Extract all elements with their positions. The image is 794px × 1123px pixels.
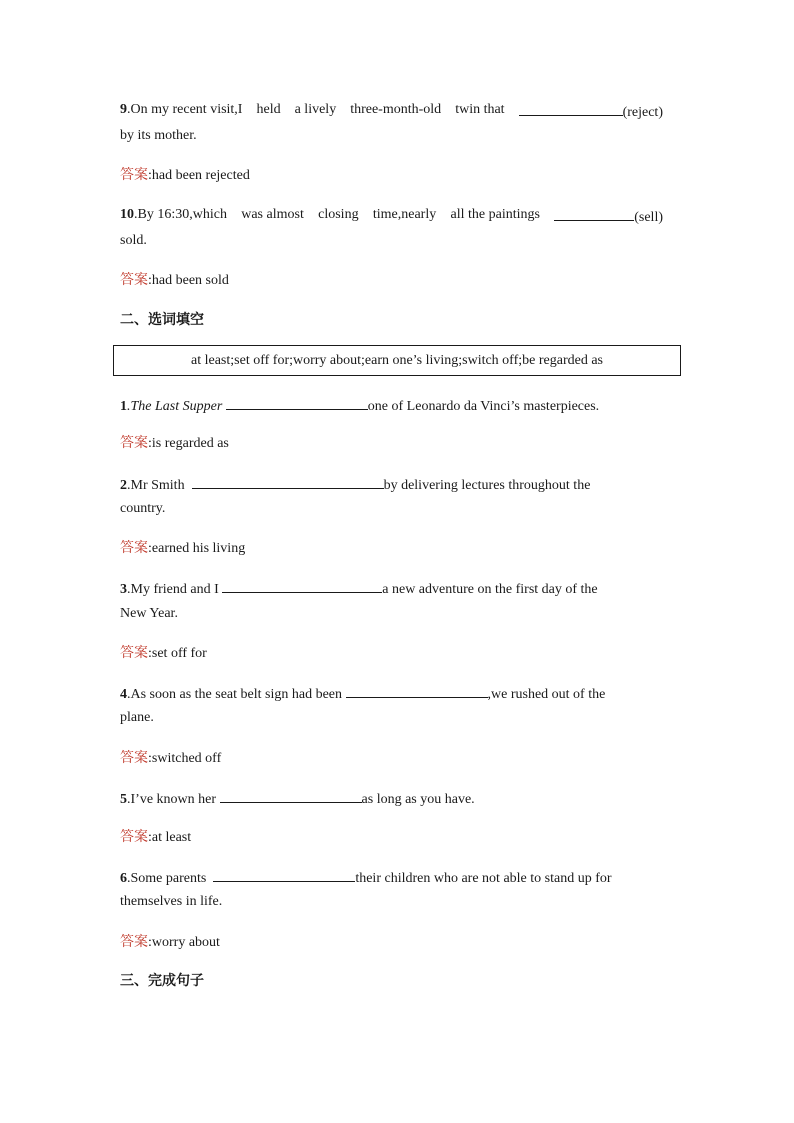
answer-text: is regarded as: [151, 436, 229, 451]
word-bank-text: at least;set off for;worry about;earn one’s living;switch off;be regarded as: [191, 353, 603, 368]
word-bank-box: [113, 345, 681, 376]
answer-text: had been rejected: [151, 168, 250, 183]
title-italic: .The Last Supper: [127, 399, 223, 414]
answer-label: 答案: [120, 645, 148, 661]
question-text: time,nearly: [372, 207, 437, 222]
question-number: 5: [120, 792, 127, 807]
answer-blank[interactable]: [222, 578, 382, 593]
answer-blank[interactable]: [226, 395, 368, 410]
question-text: all the paintings: [450, 207, 540, 222]
colon: :: [148, 541, 152, 556]
answer-label: 答案: [120, 272, 148, 288]
question-number: 1: [120, 399, 127, 414]
answer-label: 答案: [120, 540, 148, 556]
item-2-line1: [120, 474, 590, 495]
answer-item-1: [120, 434, 229, 453]
colon: :: [148, 436, 152, 451]
item-3-line1: [120, 578, 598, 599]
answer-item-2: [120, 539, 245, 558]
item-4-line2: plane.: [120, 710, 154, 725]
answer-blank[interactable]: [220, 788, 362, 803]
verb-hint: (reject): [622, 105, 663, 120]
question-text: .As soon as the seat belt sign had been: [127, 687, 343, 702]
question-number: 6: [120, 871, 127, 886]
question-text: one of Leonardo da Vinci’s masterpieces.: [367, 399, 600, 414]
question-text: .Mr Smith: [127, 478, 185, 493]
answer-blank[interactable]: [554, 206, 634, 221]
question-text: ,we rushed out of the: [487, 687, 606, 702]
answer-item-6: [120, 933, 220, 952]
question-number: 2: [120, 478, 127, 493]
question-text: .I’ve known her: [127, 792, 217, 807]
answer-text: had been sold: [151, 273, 229, 288]
answer-label: 答案: [120, 934, 148, 950]
colon: :: [148, 830, 152, 845]
answer-label: 答案: [120, 167, 148, 183]
question-text: a new adventure on the first day of the: [382, 582, 598, 597]
colon: :: [148, 935, 152, 950]
question-number: 4: [120, 687, 127, 702]
answer-text: earned his living: [151, 541, 246, 556]
answer-blank[interactable]: [346, 683, 488, 698]
answer-label: 答案: [120, 750, 148, 766]
answer-text: at least: [151, 830, 192, 845]
answer-blank[interactable]: [192, 474, 384, 489]
answer-item-5: [120, 828, 191, 847]
question-text: held: [256, 102, 281, 117]
question-text: by delivering lectures throughout the: [383, 478, 591, 493]
colon: :: [148, 273, 152, 288]
question-text: a lively: [294, 102, 337, 117]
item-5-line1: [120, 788, 475, 809]
question-text: three-month-old: [350, 102, 442, 117]
question-text: was almost: [241, 207, 304, 222]
question-text: their children who are not able to stand up for: [355, 871, 612, 886]
item-1-line1: [120, 395, 599, 416]
answer-blank[interactable]: [519, 101, 623, 116]
section-3-title: 三、完成句子: [120, 973, 204, 989]
question-text: .By 16:30,which: [134, 207, 227, 222]
question-text: closing: [318, 207, 359, 222]
verb-hint: (sell): [634, 210, 663, 225]
question-text: as long as you have.: [361, 792, 475, 807]
colon: :: [148, 168, 152, 183]
question-text: .Some parents: [127, 871, 207, 886]
colon: :: [148, 646, 152, 661]
item-6-line1: [120, 867, 612, 888]
question-number: 3: [120, 582, 127, 597]
item-4-line1: [120, 683, 605, 704]
item-2-line2: country.: [120, 501, 166, 516]
answer-text: set off for: [151, 646, 207, 661]
answer-item-4: [120, 749, 221, 768]
section-2-title: 二、选词填空: [120, 312, 204, 328]
answer-blank[interactable]: [213, 867, 355, 882]
answer-text: worry about: [151, 935, 220, 950]
answer-10: [120, 271, 229, 290]
answer-label: 答案: [120, 829, 148, 845]
question-number: 9: [120, 102, 127, 117]
answer-label: 答案: [120, 435, 148, 451]
answer-text: switched off: [151, 751, 222, 766]
question-text: twin that: [455, 102, 505, 117]
question-text: .My friend and I: [127, 582, 219, 597]
question-number: 10: [120, 207, 134, 222]
item-3-line2: New Year.: [120, 606, 178, 621]
answer-9: [120, 166, 250, 185]
question-9-line2: by its mother.: [120, 128, 197, 143]
colon: :: [148, 751, 152, 766]
question-10-line1: [120, 206, 663, 227]
answer-item-3: [120, 644, 207, 663]
question-text: .On my recent visit,I: [127, 102, 243, 117]
question-9-line1: [120, 101, 663, 122]
item-6-line2: themselves in life.: [120, 894, 223, 909]
question-10-line2: sold.: [120, 233, 147, 248]
